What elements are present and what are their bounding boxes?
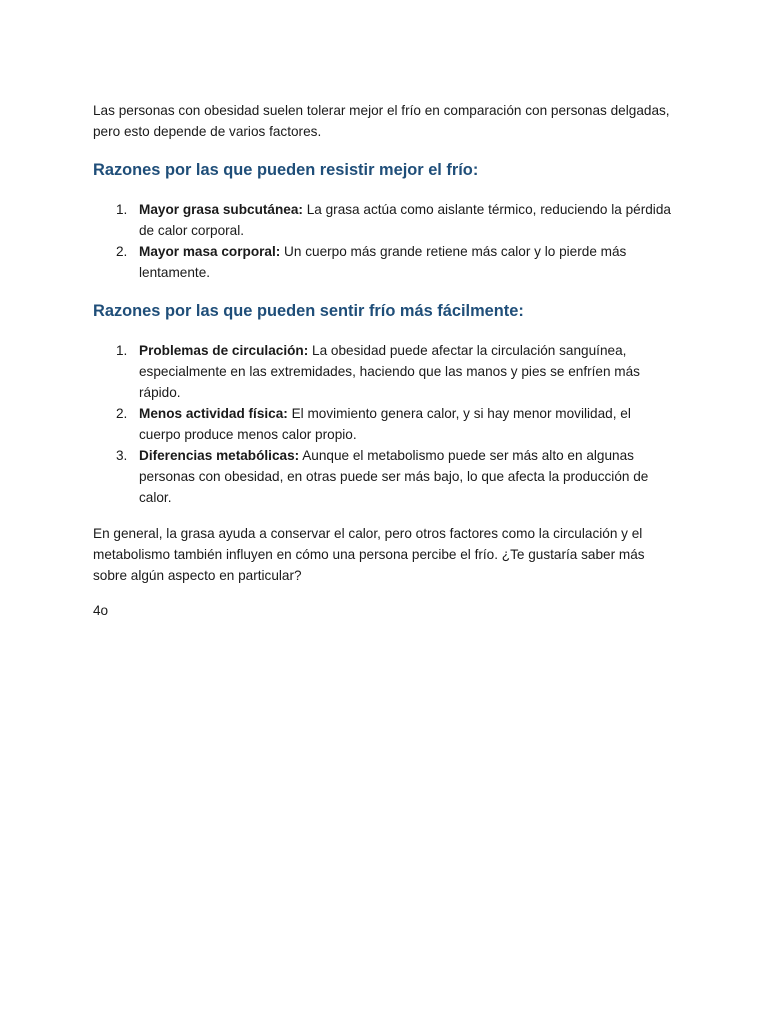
list-item-term: Problemas de circulación: <box>139 343 309 358</box>
cold-reasons-list <box>93 340 676 508</box>
list-item <box>93 403 676 445</box>
conclusion-paragraph: En general, la grasa ayuda a conservar el calor, pero otros factores como la circulación y el metabolismo también influyen en cómo una persona percibe el frío. ¿Te gustaría saber más sobre algún aspecto en particular? <box>93 526 645 583</box>
list-item-text: Aunque el metabolismo puede ser más alto en algunas personas con obesidad, en otras puede ser más bajo, lo que afecta la producción de calor. <box>139 448 649 505</box>
list-item-text: La grasa actúa como aislante térmico, reduciendo la pérdida de calor corporal. <box>139 202 671 238</box>
list-item-number: 2. <box>116 244 128 259</box>
list-item <box>93 445 676 508</box>
resist-reasons-list <box>93 199 676 283</box>
list-item-term: Diferencias metabólicas: <box>139 448 300 463</box>
list-item-term: Menos actividad física: <box>139 406 288 421</box>
list-item-number: 1. <box>116 202 128 217</box>
list-item-text: La obesidad puede afectar la circulación sanguínea, especialmente en las extremidades, haciendo que las manos y pies se enfríen más rápido. <box>139 343 640 400</box>
list-item <box>93 340 676 403</box>
list-item <box>93 241 676 283</box>
list-item-number: 2. <box>116 406 128 421</box>
list-item-number: 1. <box>116 343 128 358</box>
list-item-text: Un cuerpo más grande retiene más calor y lo pierde más lentamente. <box>139 244 627 280</box>
list-item-term: Mayor grasa subcutánea: <box>139 202 303 217</box>
list-item-number: 3. <box>116 448 128 463</box>
list-item-term: Mayor masa corporal: <box>139 244 281 259</box>
list-item-text: El movimiento genera calor, y si hay menor movilidad, el cuerpo produce menos calor propio. <box>139 406 631 442</box>
model-tag: 4o <box>93 603 109 618</box>
section-heading-resist: Razones por las que pueden resistir mejor el frío: <box>93 161 479 179</box>
intro-paragraph: Las personas con obesidad suelen tolerar mejor el frío en comparación con personas delgadas, pero esto depende de varios factores. <box>93 103 670 139</box>
section-heading-cold: Razones por las que pueden sentir frío más fácilmente: <box>93 302 524 320</box>
list-item <box>93 199 676 241</box>
